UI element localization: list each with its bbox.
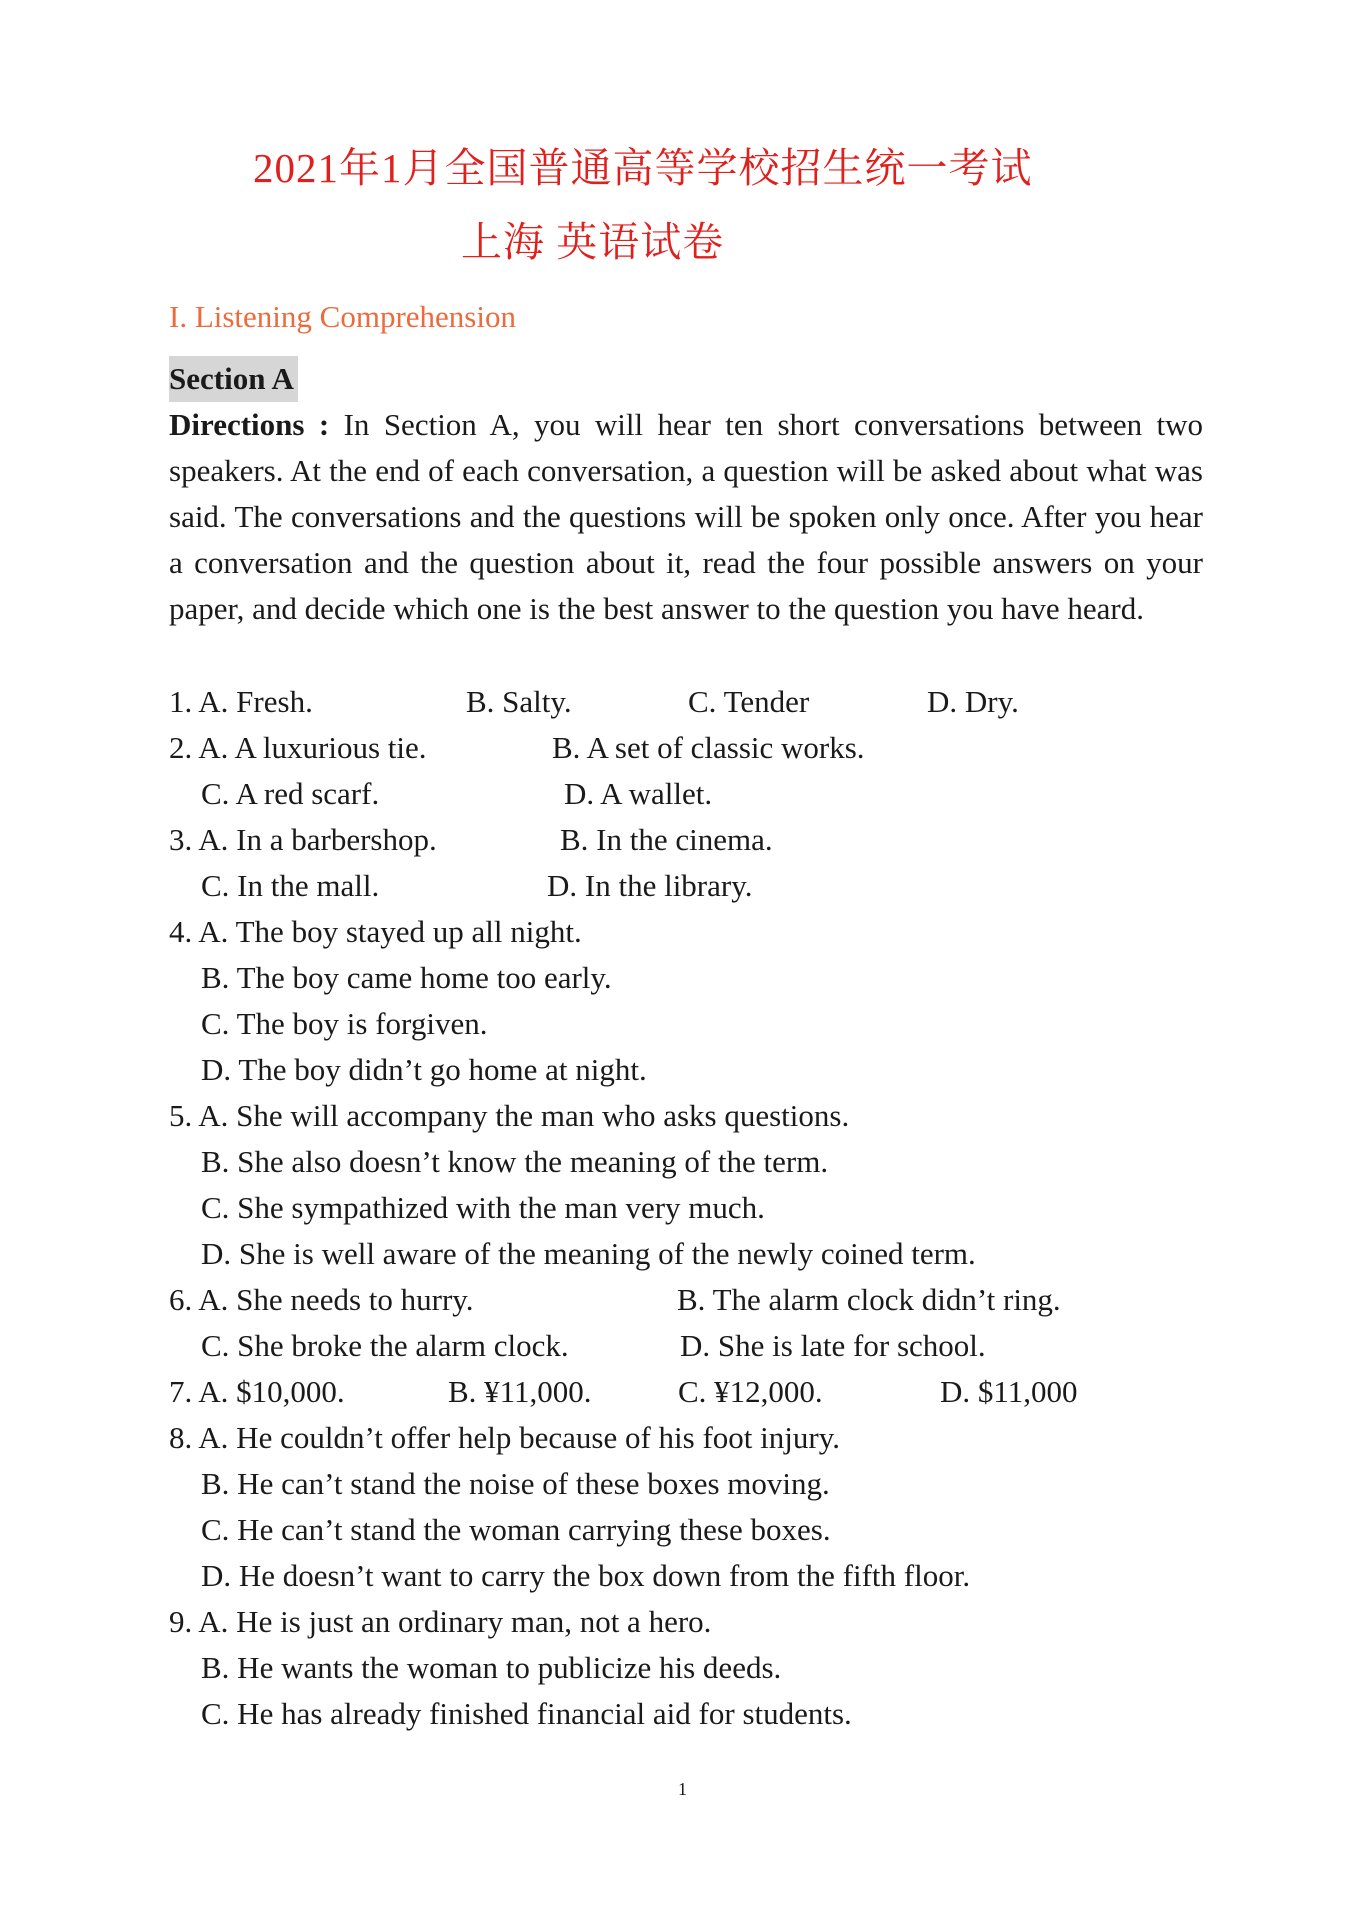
option-a: A. He couldn’t offer help because of his foot injury.: [198, 1420, 840, 1455]
q4-option-c: C. The boy is forgiven.: [201, 1006, 488, 1041]
q6-option-d: D. She is late for school.: [680, 1328, 986, 1363]
question-number: 6.: [169, 1282, 193, 1317]
q8-option-d: D. He doesn’t want to carry the box down from the fifth floor.: [201, 1558, 971, 1593]
q2-option-d: D. A wallet.: [564, 776, 713, 811]
q5-option-d: D. She is well aware of the meaning of the newly coined term.: [201, 1236, 976, 1271]
section-heading: Section A: [169, 356, 298, 402]
q9-num-option-a: [169, 1599, 711, 1645]
q8-option-c: C. He can’t stand the woman carrying these boxes.: [201, 1512, 831, 1547]
option-a: A. $10,000.: [198, 1374, 345, 1409]
directions-text: In Section A, you will hear ten short conversations between two speakers. At the end of each conversation, a question will be asked about what was said. The conversations and the questions will be spoken only once. After you hear a conversation and the question about it, read the four possible answers on your paper, and decide which one is the best answer to the question you have heard.: [169, 407, 1203, 626]
page-number: 1: [678, 1779, 687, 1799]
q3-option-b: B. In the cinema.: [560, 822, 773, 857]
question-number: 4.: [169, 914, 193, 949]
q3-option-c: C. In the mall.: [201, 868, 380, 903]
q3-option-d: D. In the library.: [547, 868, 753, 903]
q1-option-d: D. Dry.: [927, 684, 1019, 719]
option-a: A. A luxurious tie.: [198, 730, 427, 765]
question-number: 2.: [169, 730, 193, 765]
question-number: 3.: [169, 822, 193, 857]
option-a: A. She will accompany the man who asks questions.: [198, 1098, 850, 1133]
q4-num-option-a: [169, 909, 582, 955]
q6-option-c: C. She broke the alarm clock.: [201, 1328, 569, 1363]
q5-option-b: B. She also doesn’t know the meaning of the term.: [201, 1144, 829, 1179]
q1-option-c: C. Tender: [688, 684, 810, 719]
q5-option-c: C. She sympathized with the man very much.: [201, 1190, 765, 1225]
q6-option-b: B. The alarm clock didn’t ring.: [677, 1282, 1061, 1317]
question-number: 7.: [169, 1374, 193, 1409]
q7-num-option-a: [169, 1369, 345, 1415]
q8-num-option-a: [169, 1415, 840, 1461]
option-a: A. Fresh.: [198, 684, 313, 719]
question-number: 9.: [169, 1604, 193, 1639]
q5-num-option-a: [169, 1093, 849, 1139]
directions-label: Directions :: [169, 407, 330, 442]
question-number: 5.: [169, 1098, 193, 1133]
exam-title: 2021年1月全国普通高等学校招生统一考试: [253, 145, 1033, 191]
q4-option-d: D. The boy didn’t go home at night.: [201, 1052, 647, 1087]
q7-option-c: C. ¥12,000.: [678, 1374, 823, 1409]
directions: [169, 402, 1203, 632]
q1-option-b: B. Salty.: [466, 684, 572, 719]
option-a: A. In a barbershop.: [198, 822, 437, 857]
q4-option-b: B. The boy came home too early.: [201, 960, 612, 995]
q7-option-d: D. $11,000: [940, 1374, 1078, 1409]
option-a: A. He is just an ordinary man, not a hero.: [198, 1604, 712, 1639]
q6-num-option-a: [169, 1277, 474, 1323]
q2-option-c: C. A red scarf.: [201, 776, 380, 811]
q2-num-option-a: [169, 725, 427, 771]
part-heading: I. Listening Comprehension: [169, 299, 516, 334]
question-number: 8.: [169, 1420, 193, 1455]
q9-option-c: C. He has already finished financial aid for students.: [201, 1696, 852, 1731]
option-a: A. She needs to hurry.: [198, 1282, 474, 1317]
q1-num-option-a: [169, 679, 313, 725]
option-a: A. The boy stayed up all night.: [198, 914, 582, 949]
q3-num-option-a: [169, 817, 437, 863]
question-number: 1.: [169, 684, 193, 719]
q2-option-b: B. A set of classic works.: [552, 730, 865, 765]
q8-option-b: B. He can’t stand the noise of these boxes moving.: [201, 1466, 830, 1501]
q9-option-b: B. He wants the woman to publicize his deeds.: [201, 1650, 782, 1685]
exam-subtitle: 上海 英语试卷: [461, 219, 725, 265]
q7-option-b: B. ¥11,000.: [448, 1374, 592, 1409]
